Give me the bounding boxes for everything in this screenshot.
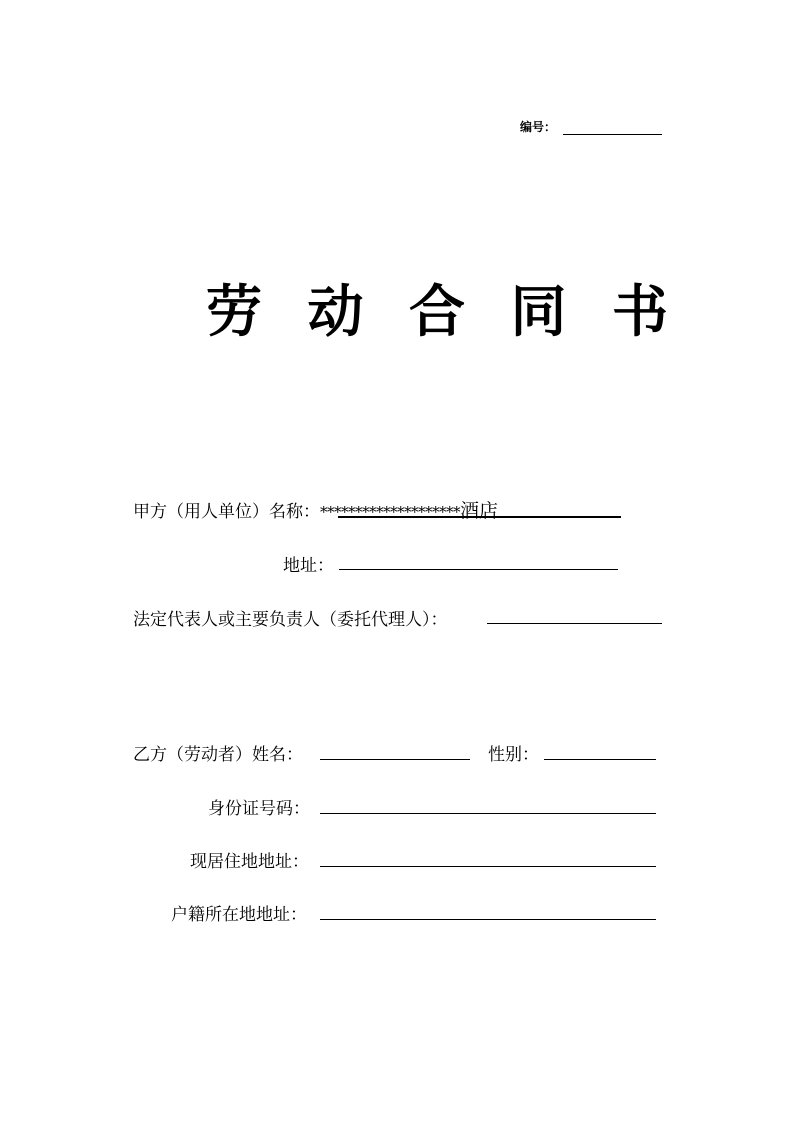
party-b-name-label: 乙方（劳动者）姓名： <box>133 745 303 765</box>
title-char: 动 <box>307 279 364 345</box>
party-b-gender-field[interactable] <box>544 759 656 760</box>
title-char: 劳 <box>206 279 262 345</box>
party-a-address-label: 地址： <box>283 556 334 576</box>
party-b-id-field[interactable] <box>320 813 656 814</box>
party-b-id-label: 身份证号码： <box>208 799 310 819</box>
party-a-name-suffix: 酒店 <box>460 500 499 522</box>
title-char: 同 <box>510 279 567 345</box>
party-a-name-label: 甲方（用人单位）名称： <box>133 502 320 522</box>
party-b-hukou-address-label: 户籍所在地地址： <box>171 905 307 925</box>
party-b-current-address-label: 现居住地地址： <box>190 852 309 872</box>
title-char: 书 <box>612 279 668 345</box>
party-a-representative-label: 法定代表人或主要负责人（委托代理人）： <box>133 610 448 630</box>
party-a-name-row <box>133 496 498 523</box>
party-b-gender-label: 性别： <box>488 745 539 765</box>
title-char: 合 <box>409 279 465 345</box>
party-a-representative-field[interactable] <box>487 623 662 624</box>
party-b-hukou-address-field[interactable] <box>320 919 656 920</box>
serial-number-field[interactable] <box>563 134 662 135</box>
party-a-name-value: ******************** <box>320 503 460 521</box>
party-a-address-field[interactable] <box>339 569 618 570</box>
party-b-current-address-field[interactable] <box>320 866 656 867</box>
party-b-name-field[interactable] <box>320 759 470 760</box>
party-a-name-field[interactable] <box>338 516 621 518</box>
document-title <box>206 268 668 348</box>
serial-number-label: 编号： <box>520 120 557 134</box>
